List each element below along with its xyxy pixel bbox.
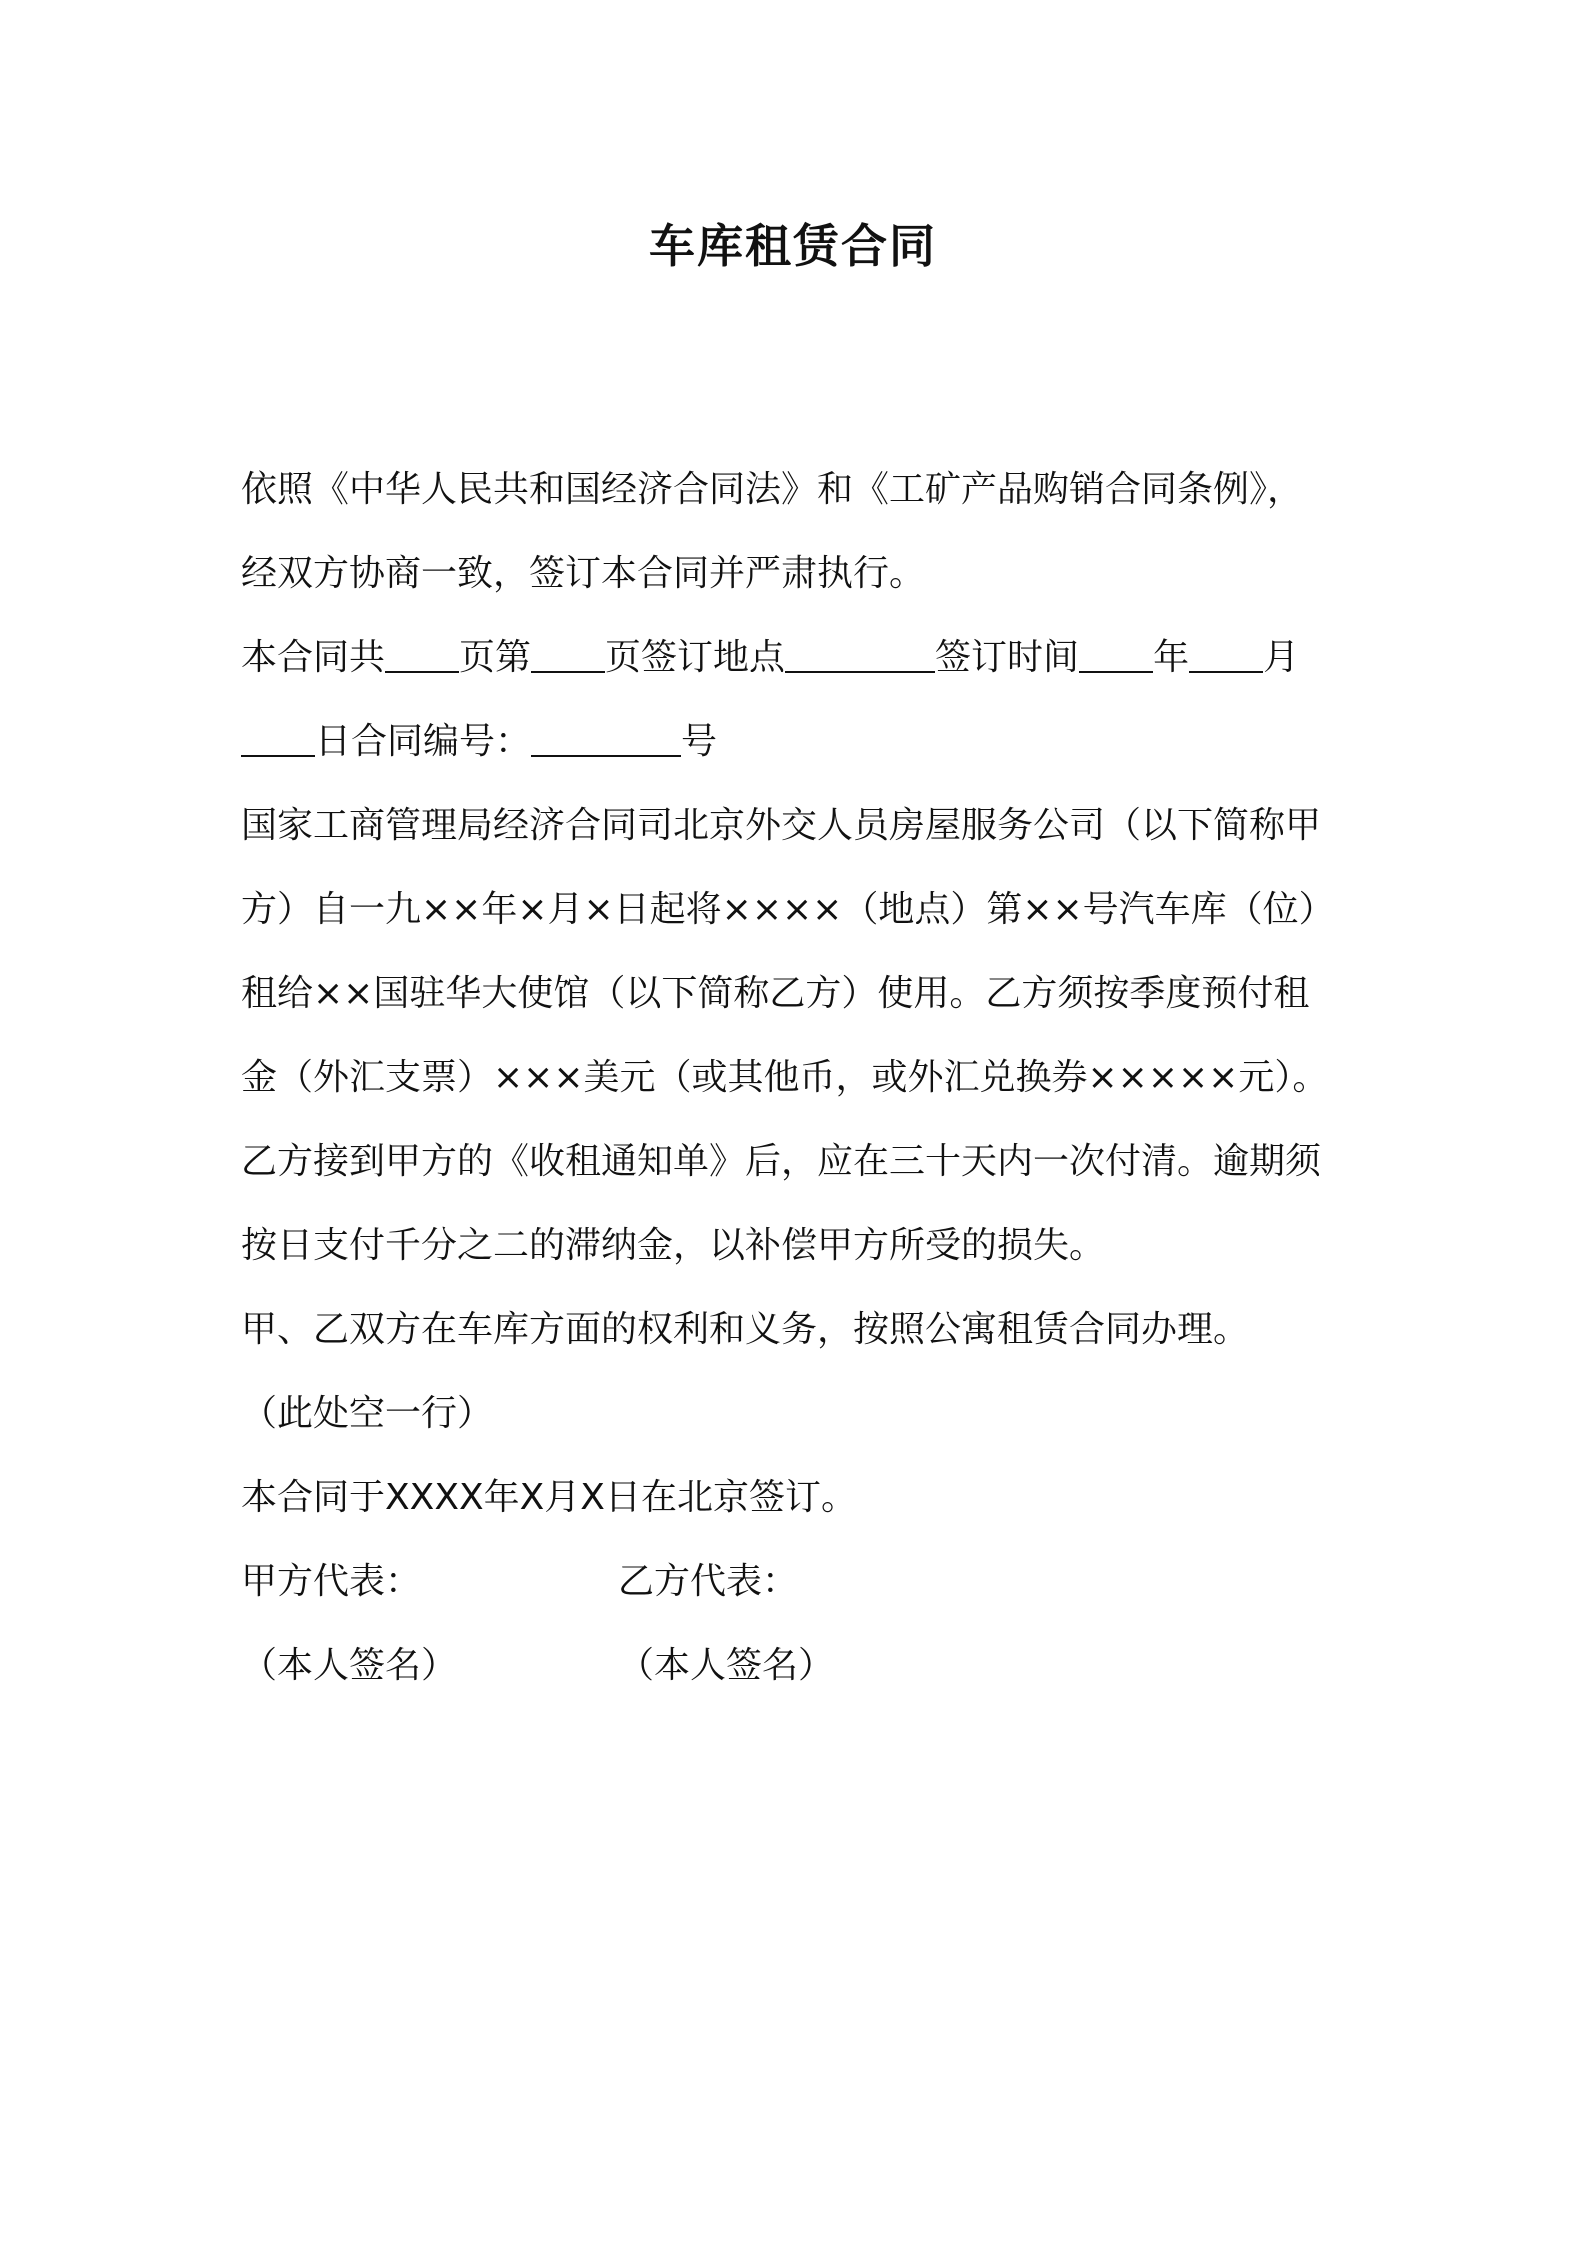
party-b-signature-note: （本人签名） xyxy=(618,1645,835,1686)
sign-place-blank xyxy=(785,631,935,673)
rights-clause: 甲、乙双方在车库方面的权利和义务，按照公寓租赁合同办理。 xyxy=(241,1309,1250,1350)
party-b-representative-label: 乙方代表： xyxy=(618,1561,799,1602)
representative-row xyxy=(241,1540,1361,1624)
blank-line-note: （此处空一行） xyxy=(241,1393,494,1434)
sign-time-label: 签订时间 xyxy=(935,637,1080,678)
clause-line: 按日支付千分之二的滞纳金，以补偿甲方所受的损失。 xyxy=(241,1225,1106,1266)
clause-line: 方）自一九××年×月×日起将××××（地点）第××号汽车库（位） xyxy=(241,889,1335,930)
contract-number-blank xyxy=(531,715,681,757)
month-label: 月 xyxy=(1263,637,1300,678)
preamble-line-2: 经双方协商一致，签订本合同并严肃执行。 xyxy=(241,553,926,594)
clause-line: 租给××国驻华大使馆（以下简称乙方）使用。乙方须按季度预付租 xyxy=(241,973,1310,1014)
clause-line: 金（外汇支票）×××美元（或其他币，或外汇兑换券×××××元）。 xyxy=(241,1057,1329,1098)
contract-number-line xyxy=(241,700,1361,784)
page-number-label: 页第 xyxy=(459,637,532,678)
document-body xyxy=(241,448,1361,1708)
day-blank xyxy=(241,715,315,757)
total-pages-blank xyxy=(385,631,459,673)
signing-statement: 本合同于XXXX年X月X日在北京签订。 xyxy=(241,1477,857,1518)
clause-line: 乙方接到甲方的《收租通知单》后，应在三十天内一次付清。逾期须 xyxy=(241,1141,1322,1182)
contract-number-suffix: 号 xyxy=(681,721,718,762)
sign-place-label: 页签订地点 xyxy=(605,637,786,678)
day-contract-number-label: 日合同编号： xyxy=(315,721,532,762)
clause-line: 国家工商管理局经济合同司北京外交人员房屋服务公司（以下简称甲 xyxy=(241,805,1322,846)
signature-row xyxy=(241,1624,1361,1708)
party-a-representative-label: 甲方代表： xyxy=(241,1561,422,1602)
contract-meta-line xyxy=(241,616,1361,700)
document-title: 车库租赁合同 xyxy=(649,219,937,273)
year-label: 年 xyxy=(1153,637,1190,678)
page-number-blank xyxy=(531,631,605,673)
party-a-signature-note: （本人签名） xyxy=(241,1645,458,1686)
preamble-line-1: 依照《中华人民共和国经济合同法》和《工矿产品购销合同条例》， xyxy=(241,469,1304,510)
month-blank xyxy=(1189,631,1263,673)
total-pages-label: 本合同共 xyxy=(241,637,386,678)
year-blank xyxy=(1079,631,1153,673)
